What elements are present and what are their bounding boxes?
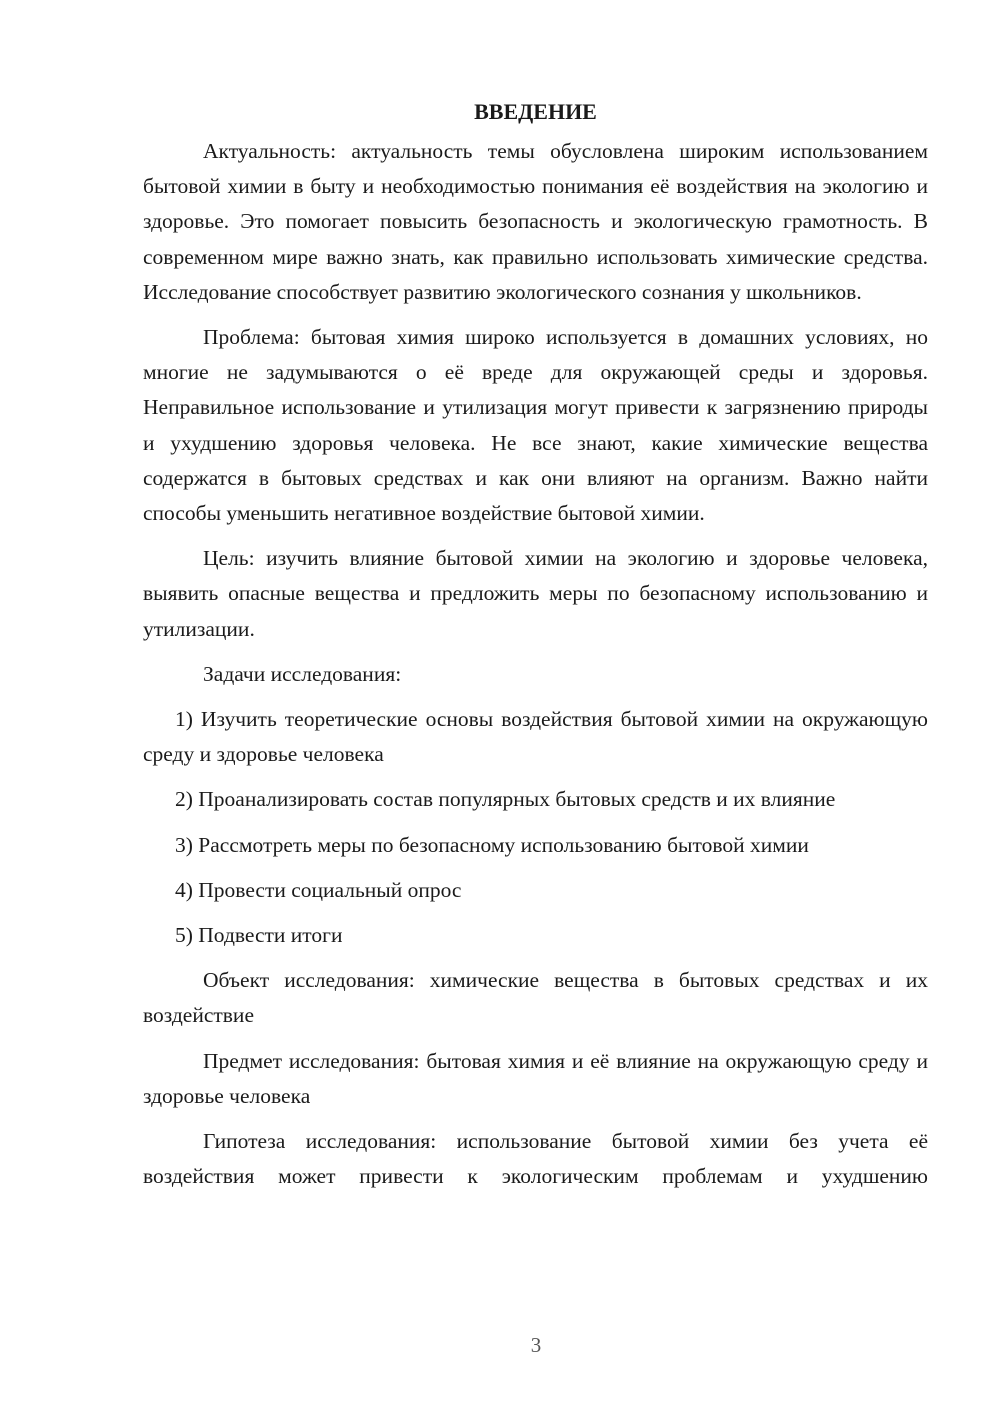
paragraph-subject: Предмет исследования: бытовая химия и её влияние на окружающую среду и здоровье человека — [143, 1048, 928, 1108]
paragraph-problem: Проблема: бытовая химия широко используется в домашних условиях, но многие не задумываются о её вреде для окружающей среды и здоровья. Неправильное использование и утилизация могут привести к загрязнению природы и ухудшению здоровья человека. Не все знают, какие химические вещества содержатся в бытовых средствах и как они влияют на организм. Важно найти способы уменьшить негативное воздействие бытовой химии. — [143, 325, 928, 526]
task-item-5: 5) Подвести итоги — [175, 923, 343, 948]
section-title: ВВЕДЕНИЕ — [474, 99, 597, 124]
task-item-4: 4) Провести социальный опрос — [175, 877, 462, 902]
task-item-1: 1) Изучить теоретические основы воздействия бытовой химии на окружающую среду и здоровье человека — [143, 707, 928, 767]
paragraph-relevance: Актуальность: актуальность темы обусловлена широким использованием бытовой химии в быту и необходимостью понимания её воздействия на экологию и здоровье. Это помогает повысить безопасность и экологическую грамотность. В современном мире важно знать, как правильно использовать химические средства. Исследование способствует развитию экологического сознания у школьников. — [143, 139, 928, 304]
paragraph-hypothesis: Гипотеза исследования: использование бытовой химии без учета её воздействия может привести к экологическим проблемам и ухудшению — [143, 1129, 928, 1189]
paragraph-goal: Цель: изучить влияние бытовой химии на экологию и здоровье человека, выявить опасные вещества и предложить меры по безопасному использованию и утилизации. — [143, 546, 928, 641]
paragraph-tasks-heading: Задачи исследования: — [203, 661, 402, 686]
paragraph-object: Объект исследования: химические вещества в бытовых средствах и их воздействие — [143, 968, 928, 1028]
document-page — [143, 90, 928, 1194]
page-number: 3 — [530, 1333, 542, 1357]
task-item-3: 3) Рассмотреть меры по безопасному использованию бытовой химии — [175, 832, 809, 857]
task-item-2: 2) Проанализировать состав популярных бытовых средств и их влияние — [175, 787, 836, 812]
